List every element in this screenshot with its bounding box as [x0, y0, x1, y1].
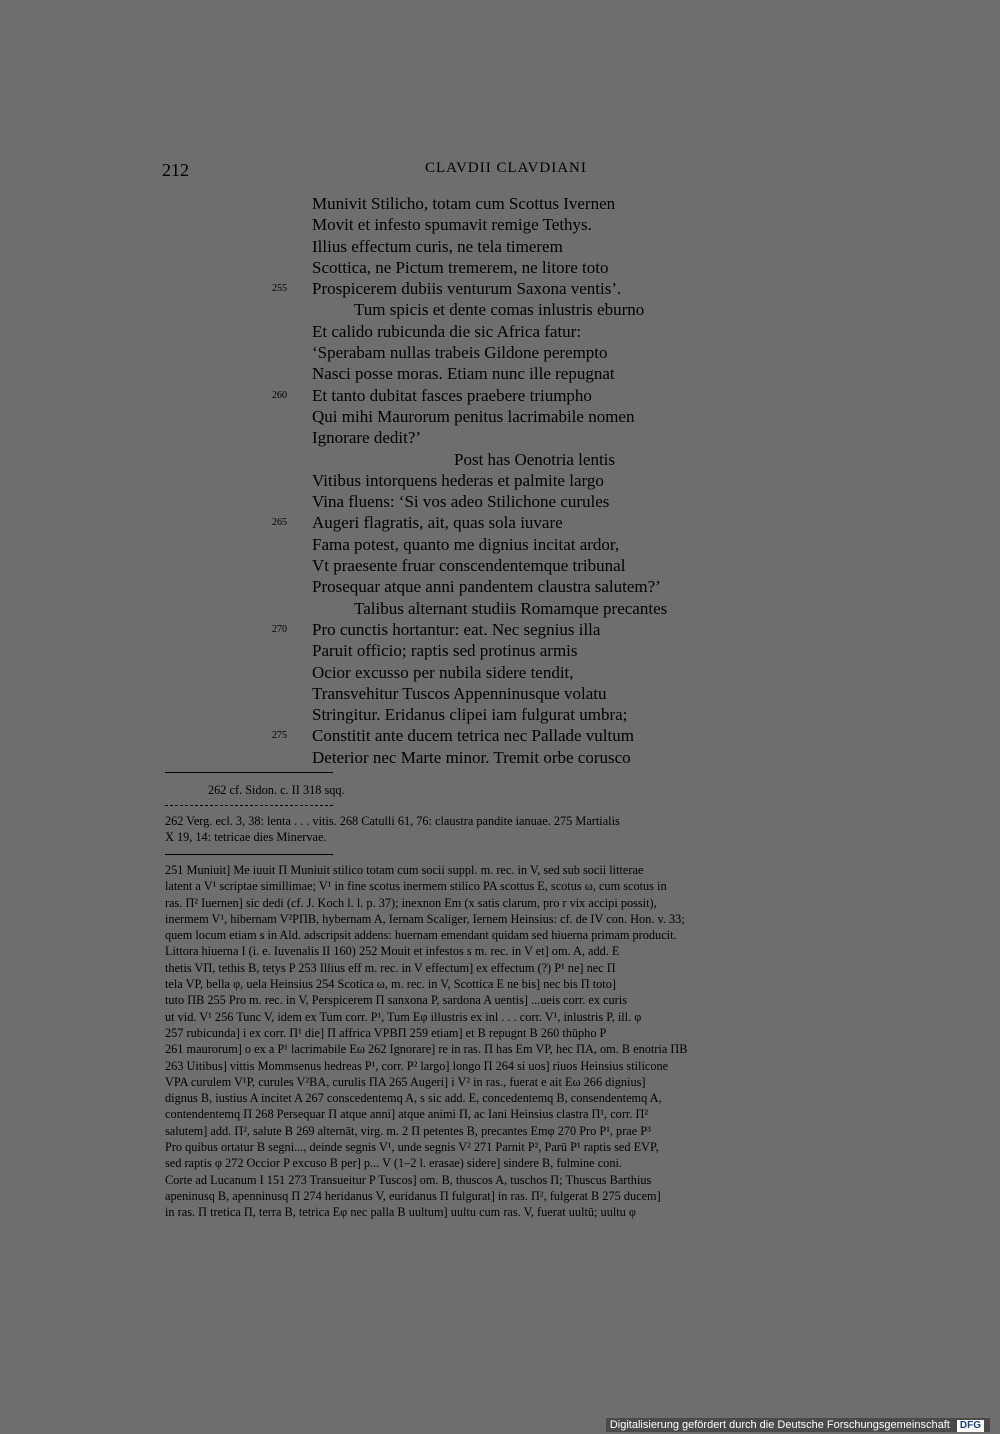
apparatus-line: ras. Π² Iuernen] sic dedi (cf. J. Koch l. l. p. 37); inexnon Em (x satis clarum, pro r vix accipi possit),	[165, 895, 657, 910]
apparatus-line: dignus B, iustius A incitet A 267 conscedentemq A, s sic add. E, concedentemq B, consendentemq A,	[165, 1091, 662, 1106]
verse-line-text: Qui mihi Maurorum penitus lacrimabile nomen	[312, 406, 635, 426]
digitization-note: Digitalisierung gefördert durch die Deutsche Forschungsgemeinschaft	[609, 1419, 950, 1431]
footnote-rule-dashed	[165, 805, 333, 806]
verse-line-text: Pro cunctis hortantur: eat. Nec segnius illa	[312, 619, 601, 639]
verse-line	[312, 640, 872, 661]
apparatus-line: Pro quibus ortatur B segni..., deinde segnis V¹, unde segnis V² 271 Parnit P², Parū P¹ raptis sed EVP,	[165, 1140, 659, 1155]
running-head: CLAVDII CLAVDIANI	[425, 160, 587, 176]
verse-line-text: Prospicerem dubiis venturum Saxona ventis’.	[312, 279, 622, 299]
verse-line-text: Talibus alternant studiis Romamque precantes	[354, 598, 668, 618]
verse-line	[312, 470, 872, 491]
verse-line-text: Post has Oenotria lentis	[454, 449, 616, 469]
apparatus-line: 263 Uitibus] vittis Mommsenus hedreas P¹, corr. P² largo] longo Π 264 si uos] riuos Heinsius stilicone	[165, 1058, 669, 1073]
dfg-logo: DFG	[957, 1420, 984, 1432]
verse-line-text: Et tanto dubitat fasces praebere triumpho	[312, 385, 592, 405]
verse-line-text: Tum spicis et dente comas inlustris eburno	[354, 300, 645, 320]
apparatus-line: contendentemq Π 268 Persequar Π atque anni] atque animi Π, ac Iani Heinsius clastra Π¹, corr. Π²	[165, 1107, 649, 1122]
verse-line-text: Ignorare dedit?’	[312, 428, 422, 448]
apparatus-line: thetis VΠ, tethis B, tetys P 253 Illius eff m. rec. in V effectum] ex effectum (?) P¹ ne] nec Π	[165, 960, 616, 975]
apparatus-line: ut vid. V¹ 256 Tunc V, idem ex Tum corr. P¹, Tum Eφ illustris ex inl . . . corr. V¹, inlustris P, ill. φ	[165, 1009, 642, 1024]
verse-line	[312, 662, 872, 683]
line-number: 270	[272, 623, 287, 635]
line-number: 275	[272, 730, 287, 742]
apparatus-line: VPA curulem V¹P, curules V²BA, curulis ΠA 265 Augeri] i V² in ras., fuerat e ait Eω 266 dignius]	[165, 1074, 646, 1089]
verse-line-text: Vt praesente fruar conscendentemque tribunal	[312, 556, 626, 576]
verse-line-text: Stringitur. Eridanus clipei iam fulgurat umbra;	[312, 705, 628, 725]
verse-line-text: Deterior nec Marte minor. Tremit orbe corusco	[312, 747, 631, 767]
verse-line	[312, 491, 872, 512]
verse-line	[312, 214, 872, 235]
verse-line-text: Augeri flagratis, ait, quas sola iuvare	[312, 513, 563, 533]
apparatus-line: sed raptis φ 272 Occior P excuso B per] p... V (1–2 l. erasae) sidere] sindere B, fulmine coni.	[165, 1156, 622, 1171]
verse-line	[312, 534, 872, 555]
verse-line	[312, 747, 872, 768]
verse-line-text: Illius effectum curis, ne tela timerem	[312, 236, 563, 256]
line-number: 265	[272, 517, 287, 529]
apparatus-line: apeninusq B, apenninusq Π 274 heridanus V, euridanus Π fulgurat] in ras. Π², fulgerat B 275 ducem]	[165, 1188, 661, 1203]
line-number: 255	[272, 283, 287, 295]
apparatus-line: Corte ad Lucanum I 151 273 Transueitur P Tuscos] om. B, thuscos A, tuschos Π; Thuscus Barthius	[165, 1172, 652, 1187]
verse-line-text: Nasci posse moras. Etiam nunc ille repugnat	[312, 364, 615, 384]
verse-line	[312, 449, 872, 470]
verse-line-text: Vitibus intorquens hederas et palmite largo	[312, 470, 604, 490]
verse-line	[312, 299, 872, 320]
verse-line	[312, 193, 872, 214]
verse-line-text: Ocior excusso per nubila sidere tendit,	[312, 662, 574, 682]
loci-similes-apparatus	[165, 813, 837, 846]
apparatus-line: 257 rubicunda] i ex corr. Π¹ die] Π affrica VPBΠ 259 etiam] et B repugnt B 260 thūpho P	[165, 1025, 607, 1040]
verse-line	[272, 512, 872, 533]
apparatus-line: inermem V¹, hibernam V²PΠB, hybernam A, Iernam Scaliger, Iernem Heinsius: cf. de IV con. Hon. v. 33;	[165, 911, 685, 926]
verse-line	[272, 725, 872, 746]
verse-line	[312, 598, 872, 619]
verse-line	[312, 704, 872, 725]
verse-line	[272, 385, 872, 406]
verse-line	[272, 278, 872, 299]
verse-line-text: ‘Sperabam nullas trabeis Gildone perempto	[312, 343, 608, 363]
apparatus-line: tela VP, bella φ, uela Heinsius 254 Scotica ω, m. rec. in V, Scottica E ne bis] nec bis Π toto]	[165, 977, 616, 992]
verse-line-text: Et calido rubicunda die sic Africa fatur:	[312, 321, 582, 341]
verse-line-text: Vina fluens: ‘Si vos adeo Stilichone curules	[312, 492, 610, 512]
apparatus-line: in ras. Π tretica Π, terra B, tetrica Eφ nec palla B uultum] uultu cum ras. V, fuerat uultū; uultu φ	[165, 1205, 636, 1220]
verse-line	[312, 555, 872, 576]
testimonia-line: 262 cf. Sidon. c. II 318 sqq.	[208, 783, 345, 797]
apparatus-line: quem locum etiam s in Ald. adscripsit addens: huernam emendant quidam sed hiuerna primam producit.	[165, 928, 677, 943]
digitization-banner[interactable]	[606, 1418, 990, 1432]
verse-line-text: Fama potest, quanto me dignius incitat ardor,	[312, 534, 620, 554]
verse-line	[272, 619, 872, 640]
testimonia-apparatus	[208, 782, 345, 798]
footnote-rule	[165, 772, 333, 773]
verse-line-text: Transvehitur Tuscos Appenninusque volatu	[312, 683, 607, 703]
verse-line-text: Munivit Stilicho, totam cum Scottus Ivernen	[312, 194, 616, 213]
verse-line	[312, 236, 872, 257]
verse-line	[312, 257, 872, 278]
verse-line-text: Scottica, ne Pictum tremerem, ne litore toto	[312, 257, 609, 277]
verse-line-text: Prosequar atque anni pandentem claustra salutem?’	[312, 577, 661, 597]
verse-line	[312, 576, 872, 597]
verse-line-text: Constitit ante ducem tetrica nec Pallade vultum	[312, 726, 634, 746]
apparatus-line: 251 Muniuit] Me iuuit Π Muniuit stilico totam cum socii suppl. m. rec. in V, sed sub socii litterae	[165, 863, 644, 877]
verse-line	[312, 363, 872, 384]
apparatus-line: tuto ΠB 255 Pro m. rec. in V, Perspicerem Π sanxona P, sardona A uentis] ...ueis corr. ex curis	[165, 993, 627, 1008]
verse-line	[312, 427, 872, 448]
apparatus-line: Littora hiuerna I (i. e. Iuvenalis II 160) 252 Mouit et infestos s m. rec. in V et] om. A, add. E	[165, 944, 620, 959]
line-number: 260	[272, 389, 287, 401]
verse-line-text: Movit et infesto spumavit remige Tethys.	[312, 215, 592, 235]
verse-line	[312, 406, 872, 427]
verse-line-text: Paruit officio; raptis sed protinus armis	[312, 641, 578, 661]
verse-line	[312, 321, 872, 342]
apparatus-line: latent a V¹ scriptae simillimae; V¹ in fine scotus inermem stilico PA scottus E, scotus ω, cum scotus in	[165, 879, 667, 894]
verse-text	[272, 193, 872, 768]
critical-apparatus	[165, 862, 837, 1221]
apparatus-line: 261 maurorum] o ex a P¹ lacrimabile Eω 262 Ignorare] re in ras. Π has Em VP, hec ΠA, om. B enotria ΠB	[165, 1042, 688, 1057]
footnote-rule	[165, 854, 333, 855]
loci-similes-line: X 19, 14: tetricae dies Minervae.	[165, 830, 327, 845]
verse-line	[312, 342, 872, 363]
page-number: 212	[162, 160, 189, 180]
apparatus-line: salutem] add. Π², salute B 269 alternāt, virg. m. 2 Π petentes B, precantes Emφ 270 Pro P¹, prae P³	[165, 1123, 651, 1138]
loci-similes-line: 262 Verg. ecl. 3, 38: lenta . . . vitis. 268 Catulli 61, 76: claustra pandite ianuae. 275 Martialis	[165, 814, 620, 828]
verse-line	[312, 683, 872, 704]
